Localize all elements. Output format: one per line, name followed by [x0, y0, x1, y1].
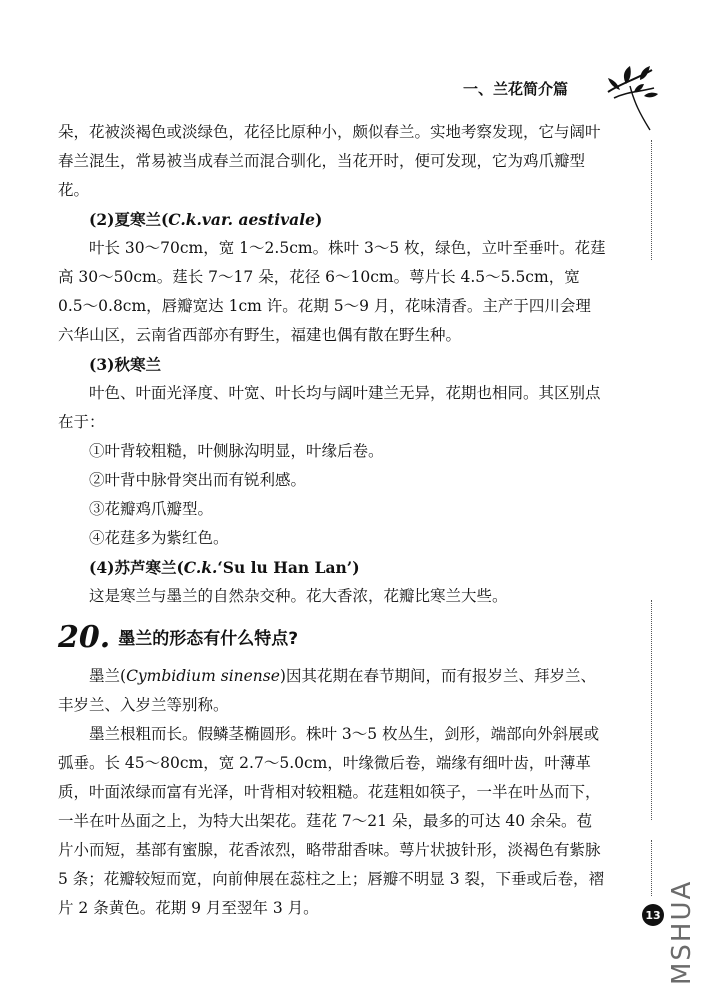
latin-name: C.k.var. aestivale — [168, 210, 315, 229]
orchid-sprig-icon — [600, 62, 660, 134]
list-item: ③花瓣鸡爪瓣型。 — [89, 500, 214, 518]
section-number: 20. — [58, 620, 111, 655]
paragraph: 朵，花被淡褐色或淡绿色，花径比原种小，颇似春兰。实地考察发现，它与阔叶春兰混生，常易被当成春兰而混合驯化，当花开时，便可发现，它为鸡爪瓣型花。 — [58, 123, 601, 199]
side-dotted-rule-low — [651, 840, 652, 896]
section-title: 墨兰的形态有什么特点? — [118, 629, 299, 649]
paragraph: 叶长 30～70cm，宽 1～2.5cm。株叶 3～5 枚，绿色，立叶至垂叶。花莛高 30～50cm。莛长 7～17 朵，花径 6～10cm。萼片长 4.5～5.5cm，宽 0.5～0.8cm，唇瓣宽达 1cm 许。花期 5～9 月，花味清香。主产于四川会理六华山区，云南省西部亦有野生，福建也偶有散在野生种。 — [58, 239, 606, 344]
latin-name: Cymbidium sinense — [126, 667, 280, 685]
page-number-badge: 13 — [642, 904, 664, 926]
paragraph: 叶色、叶面光泽度、叶宽、叶长均与阔叶建兰无异，花期也相同。其区别点在于： — [58, 384, 601, 431]
subheading-autumn-cymbidium: (3)秋寒兰 — [89, 355, 161, 374]
section-heading — [58, 621, 606, 656]
latin-name: C.k. — [183, 558, 218, 577]
page-header — [0, 0, 708, 120]
side-dotted-rule-top — [651, 140, 652, 260]
paragraph: 墨兰根粗而长。假鳞茎椭圆形。株叶 3～5 枚丛生，剑形，端部向外斜展或弧垂。长 45～80cm，宽 2.7～5.0cm，叶缘微后卷，端缘有细叶齿，叶薄革质，叶面浓绿而富有光泽，叶背相对较粗糙。花莛粗如筷子，一半在叶丛而下，一半在叶丛面之上，为特大出架花。莛花 7～21 朵，最多的可达 40 余朵。苞片小而短，基部有蜜腺，花香浓烈，略带甜香味。萼片状披针形，淡褐色有紫脉 5 条；花瓣较短而宽，向前伸展在蕊柱之上；唇瓣不明显 3 裂，下垂或后卷，褶片 2 条黄色。花期 9 月至翌年 3 月。 — [58, 725, 605, 917]
paragraph: 墨兰(Cymbidium sinense)因其花期在春节期间，而有报岁兰、拜岁兰、丰岁兰、入岁兰等别称。 — [58, 667, 596, 714]
list-item: ②叶背中脉骨突出而有锐利感。 — [89, 471, 307, 489]
paragraph: 这是寒兰与墨兰的自然杂交种。花大香浓，花瓣比寒兰大些。 — [89, 587, 508, 605]
cultivar-name: ‘Su lu Han Lan’ — [217, 558, 353, 577]
list-item: ①叶背较粗糙，叶侧脉沟明显，叶缘后卷。 — [89, 442, 384, 460]
watermark-text: MSHUA — [667, 879, 697, 985]
subheading-sulu-cymbidium: (4)苏芦寒兰(C.k.‘Su lu Han Lan’) — [89, 558, 360, 577]
chapter-title: 一、兰花简介篇 — [463, 80, 569, 98]
subheading-summer-cymbidium: (2)夏寒兰(C.k.var. aestivale) — [89, 210, 323, 229]
side-dotted-rule-mid — [651, 600, 652, 820]
list-item: ④花莛多为紫红色。 — [89, 529, 229, 547]
page-body — [58, 118, 606, 923]
